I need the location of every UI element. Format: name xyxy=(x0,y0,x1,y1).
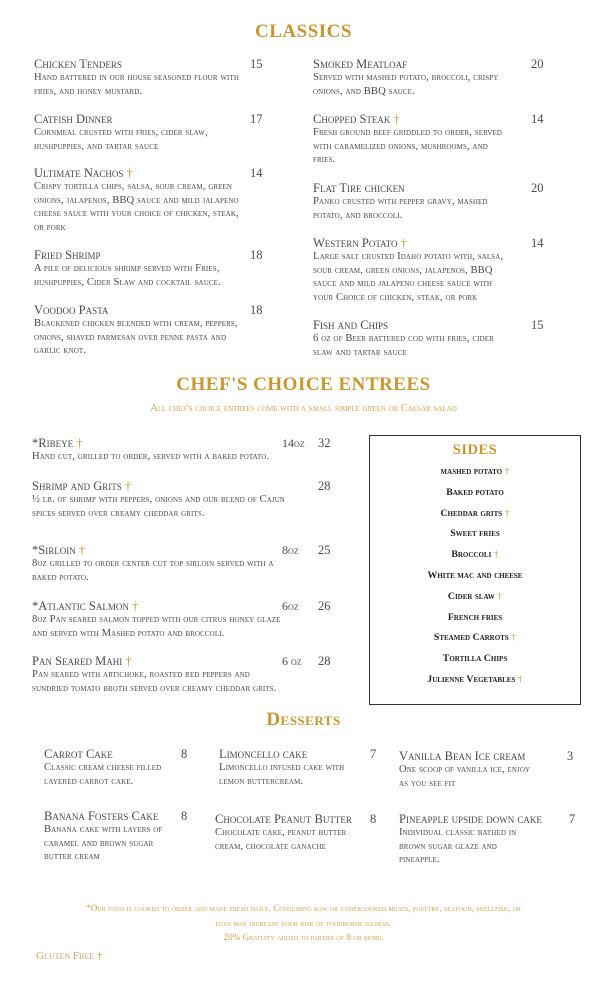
menu-item xyxy=(313,181,583,222)
description-line: layered carrot cake. xyxy=(44,775,134,787)
item-name-row xyxy=(34,57,304,71)
item-description xyxy=(34,317,304,358)
item-description xyxy=(32,450,362,464)
item-name: Banana Fosters Cake xyxy=(44,809,159,823)
item-name-row xyxy=(32,599,362,613)
description-line: Limoncello infused cake with xyxy=(219,762,345,773)
item-name: Western Potato xyxy=(313,236,398,250)
description-line: Large salt crusted Idaho potato with, salsa, xyxy=(313,251,504,262)
side-item-name: French fries xyxy=(447,611,503,623)
menu-item xyxy=(32,436,362,464)
entrees-subtitle: All chef's choice entrees come with a small simple green or Caesar salad xyxy=(150,403,457,414)
sides-list xyxy=(370,462,580,691)
item-name-row xyxy=(44,809,219,823)
item-description xyxy=(215,826,395,853)
item-price: 8 xyxy=(181,747,188,761)
description-line: sour cream, green onions, jalapenos, BBQ xyxy=(313,264,493,276)
dagger-icon: † xyxy=(96,950,103,962)
description-line: garlic knot. xyxy=(34,345,86,356)
item-description xyxy=(34,262,304,289)
description-line: Hand cut, grilled to order, served with a baked potato. xyxy=(32,451,270,462)
item-description xyxy=(34,180,304,234)
item-description xyxy=(34,71,304,98)
gluten-free-label: Gluten Free xyxy=(36,950,95,962)
menu-item xyxy=(34,166,304,234)
side-item-name: Broccoli xyxy=(451,549,492,561)
item-price: 20 xyxy=(531,57,544,71)
item-name-row xyxy=(32,436,362,450)
item-price: 14 xyxy=(531,236,544,250)
item-size: 8oz xyxy=(282,543,299,557)
item-description xyxy=(32,613,362,640)
classics-heading: CLASSICS xyxy=(255,21,352,42)
description-line: sauce and mild jalapeno cheese sauce with xyxy=(313,278,493,289)
food-safety-disclaimer xyxy=(0,901,607,931)
description-line: cheese sauce with your choice of chicken, steak, xyxy=(34,208,239,219)
item-price: 28 xyxy=(318,479,331,493)
description-line: Served with mashed potato, broccoli, crispy xyxy=(313,72,499,83)
item-price: 32 xyxy=(318,436,331,450)
side-item xyxy=(370,462,580,483)
item-description xyxy=(313,332,583,359)
item-price: 28 xyxy=(318,654,331,668)
menu-item xyxy=(34,112,304,153)
description-line: slaw and tartar sauce xyxy=(313,346,407,358)
description-line: 8oz grilled to order center cut top sirloin served with a xyxy=(32,558,274,569)
item-name: Fried Shrimp xyxy=(34,248,101,262)
item-description xyxy=(313,250,583,304)
menu-item xyxy=(34,248,304,289)
side-item xyxy=(370,524,580,545)
description-line: sundried tomato broth served over creamy cheddar grits. xyxy=(32,682,277,694)
menu-item xyxy=(32,479,362,520)
item-name-row xyxy=(399,749,579,763)
item-name-row xyxy=(32,654,362,668)
side-item xyxy=(370,483,580,504)
item-name-row xyxy=(32,479,362,493)
item-name-row xyxy=(34,112,304,126)
item-description xyxy=(44,761,219,788)
menu-item xyxy=(44,747,219,788)
menu-item xyxy=(313,57,583,98)
item-price: 14 xyxy=(250,166,263,180)
item-price: 25 xyxy=(318,543,331,557)
menu-item xyxy=(399,749,579,790)
menu-item xyxy=(32,654,362,695)
side-item-name: mashed potato xyxy=(440,466,503,477)
description-line: fries. xyxy=(313,154,336,165)
gluten-free-dagger-icon: † xyxy=(124,479,132,493)
side-item xyxy=(370,649,580,670)
description-line: Fresh ground beef griddled to order, served xyxy=(313,127,503,138)
item-name: Flat Tire chicken xyxy=(313,181,405,195)
gluten-free-dagger-icon: † xyxy=(493,549,499,561)
description-line: pineapple. xyxy=(399,854,440,865)
item-price: 7 xyxy=(370,747,377,761)
description-line: your Choice of chicken, steak, or pork xyxy=(313,291,478,303)
item-name-row xyxy=(219,747,394,761)
item-price: 17 xyxy=(250,112,263,126)
menu-item xyxy=(34,303,304,358)
side-item-name: Julienne Vegetables xyxy=(427,673,516,685)
description-line: A pile of delicious shrimp served with Fries, xyxy=(34,263,220,274)
item-price: 15 xyxy=(531,318,544,332)
item-name: Fish and Chips xyxy=(313,318,389,332)
gluten-free-dagger-icon: † xyxy=(131,599,139,613)
item-price: 18 xyxy=(250,248,263,262)
item-name: Chopped Steak xyxy=(313,112,391,126)
item-name: Pan Seared Mahi xyxy=(32,654,123,668)
item-price: 15 xyxy=(250,57,263,71)
item-price: 18 xyxy=(250,303,263,317)
gluten-free-dagger-icon: † xyxy=(511,632,517,644)
item-name: *Ribeye xyxy=(32,436,74,450)
description-line: 8oz Pan seared salmon topped with our citrus honey glaze xyxy=(32,614,281,625)
description-line: Individual classic bathed in xyxy=(399,827,517,838)
menu-item xyxy=(313,318,583,359)
description-line: Pan seared with artichoke, roasted red peppers and xyxy=(32,669,250,680)
item-size: 14oz xyxy=(282,436,305,450)
side-item-name: Cheddar grits xyxy=(440,507,503,519)
item-size: 6oz xyxy=(282,599,299,613)
description-line: and served with Mashed potato and broccoli. xyxy=(32,627,225,639)
disclaimer-line-2: eggs may increase your risk of foodborne illness. xyxy=(215,918,392,928)
item-description xyxy=(44,823,219,864)
side-item xyxy=(370,566,580,587)
side-item xyxy=(370,628,580,649)
description-line: cream, chocolate ganache xyxy=(215,840,327,852)
item-name-row xyxy=(34,248,304,262)
gluten-free-dagger-icon: † xyxy=(126,166,133,180)
description-line: with caramelized onions, mushrooms, and xyxy=(313,140,488,152)
item-name: Limoncello cake xyxy=(219,747,308,761)
gluten-free-dagger-icon: † xyxy=(78,543,86,557)
item-description xyxy=(32,668,362,695)
item-name: Pineapple upside down cake xyxy=(399,812,542,826)
description-line: onions, jalapenos, BBQ sauce and mild jalapeno xyxy=(34,194,239,206)
item-name: Shrimp and Grits xyxy=(32,479,122,493)
gluten-free-legend xyxy=(36,950,102,962)
menu-item xyxy=(313,236,583,304)
side-item xyxy=(370,587,580,608)
menu-item xyxy=(44,809,219,864)
item-name: Smoked Meatloaf xyxy=(313,57,408,71)
description-line: Chocolate cake, peanut butter xyxy=(215,827,347,838)
side-item xyxy=(370,545,580,566)
description-line: Crispy tortilla chips, salsa, sour cream, green xyxy=(34,181,233,192)
menu-item xyxy=(32,599,362,640)
description-line: 6 oz of Beer battered cod with fries, cider xyxy=(313,333,494,344)
item-name: Chicken Tenders xyxy=(34,57,122,71)
disclaimer-line-1: *Our food is cooked to order and made fresh daily. Consuming raw or undercooked meats, poultry, seafood, shellfish, or xyxy=(86,903,521,913)
item-name: Ultimate Nachos xyxy=(34,166,124,180)
gluten-free-dagger-icon: † xyxy=(497,590,503,602)
side-item xyxy=(370,670,580,691)
item-description xyxy=(313,195,583,222)
description-line: fries, and honey mustard. xyxy=(34,85,143,97)
description-line: hushpuppies, and tartar sauce xyxy=(34,140,159,152)
description-line: onions, shaved parmesan over penne pasta and xyxy=(34,331,227,343)
item-size: 6 oz xyxy=(282,654,302,668)
gluten-free-dagger-icon: † xyxy=(504,507,510,519)
description-line: onions, and BBQ sauce. xyxy=(313,85,415,97)
description-line: butter cream xyxy=(44,851,100,862)
description-line: Classic cream cheese filled xyxy=(44,762,162,773)
description-line: baked potato. xyxy=(32,571,89,583)
item-description xyxy=(34,126,304,153)
description-line: Banana cake with layers of xyxy=(44,824,163,835)
description-line: ½ lb. of shrimp with peppers, onions and our blend of Cajun xyxy=(32,494,285,505)
item-name-row xyxy=(32,543,362,557)
description-line: hushpuppies, Cider Slaw and cocktail sauce. xyxy=(34,276,221,288)
side-item-name: Steamed Carrots xyxy=(433,632,509,644)
gluten-free-dagger-icon: † xyxy=(76,436,83,450)
description-line: potato, and broccoli. xyxy=(313,209,403,221)
description-line: spices served over creamy cheddar grits. xyxy=(32,507,205,519)
item-price: 7 xyxy=(569,812,576,826)
item-name: Carrot Cake xyxy=(44,747,113,761)
item-name-row xyxy=(34,303,304,317)
item-description xyxy=(219,761,394,788)
item-description xyxy=(399,763,579,790)
side-item-name: Cider slaw xyxy=(447,590,495,602)
gratuity-note: 20% Gratuity added to parties of 8 or more. xyxy=(223,932,384,942)
item-description xyxy=(399,826,584,867)
desserts-heading: Desserts xyxy=(266,709,341,730)
menu-item xyxy=(32,543,362,584)
description-line: One scoop of vanilla ice, enjoy xyxy=(399,764,531,775)
menu-item xyxy=(399,812,584,867)
description-line: Hand battered in our house seasoned flour with xyxy=(34,72,240,83)
item-price: 26 xyxy=(318,599,331,613)
description-line: or pork xyxy=(34,221,66,233)
item-description xyxy=(313,71,583,98)
item-name-row xyxy=(34,166,304,180)
item-price: 8 xyxy=(370,812,377,826)
description-line: brown sugar glaze and xyxy=(399,840,497,852)
item-name: *Sirloin xyxy=(32,543,76,557)
item-description xyxy=(32,493,362,520)
item-price: 20 xyxy=(531,181,544,195)
item-price: 14 xyxy=(531,112,544,126)
menu-item xyxy=(215,812,395,853)
gluten-free-dagger-icon: † xyxy=(517,673,523,685)
gluten-free-dagger-icon: † xyxy=(400,236,407,250)
item-name: *Atlantic Salmon xyxy=(32,599,129,613)
side-item-name: Sweet fries xyxy=(450,528,500,540)
sides-box xyxy=(369,435,581,705)
item-price: 3 xyxy=(567,749,574,763)
item-name: Voodoo Pasta xyxy=(34,303,109,317)
gluten-free-dagger-icon: † xyxy=(504,466,510,477)
item-name-row xyxy=(215,812,395,826)
item-name: Vanilla Bean Ice cream xyxy=(399,749,526,763)
item-name: Catfish Dinner xyxy=(34,112,113,126)
side-item xyxy=(370,504,580,525)
item-name-row xyxy=(399,812,584,826)
side-item-name: Tortilla Chips xyxy=(442,653,508,665)
item-description xyxy=(32,557,362,584)
gluten-free-dagger-icon: † xyxy=(125,654,132,668)
menu-item xyxy=(313,112,583,167)
menu-item xyxy=(34,57,304,98)
sides-heading: SIDES xyxy=(452,442,498,458)
description-line: Panko crusted with pepper gravy, mashed xyxy=(313,196,488,207)
menu-item xyxy=(219,747,394,788)
item-name: Chocolate Peanut Butter xyxy=(215,812,352,826)
description-line: as you see fit xyxy=(399,777,456,789)
side-item xyxy=(370,608,580,629)
item-price: 8 xyxy=(181,809,188,823)
description-line: Blackened chicken blended with cream, peppers, xyxy=(34,318,238,329)
description-line: caramel and brown sugar xyxy=(44,837,154,849)
item-description xyxy=(313,126,583,167)
gluten-free-dagger-icon: † xyxy=(393,112,400,126)
side-item-name: Baked potato xyxy=(446,486,504,498)
entrees-heading: CHEF'S CHOICE ENTREES xyxy=(176,374,431,395)
description-line: lemon buttercream. xyxy=(219,775,304,787)
item-name-row xyxy=(44,747,219,761)
description-line: Cornmeal crusted with fries, cider slaw, xyxy=(34,127,208,138)
side-item-name: White mac and cheese xyxy=(427,569,523,581)
